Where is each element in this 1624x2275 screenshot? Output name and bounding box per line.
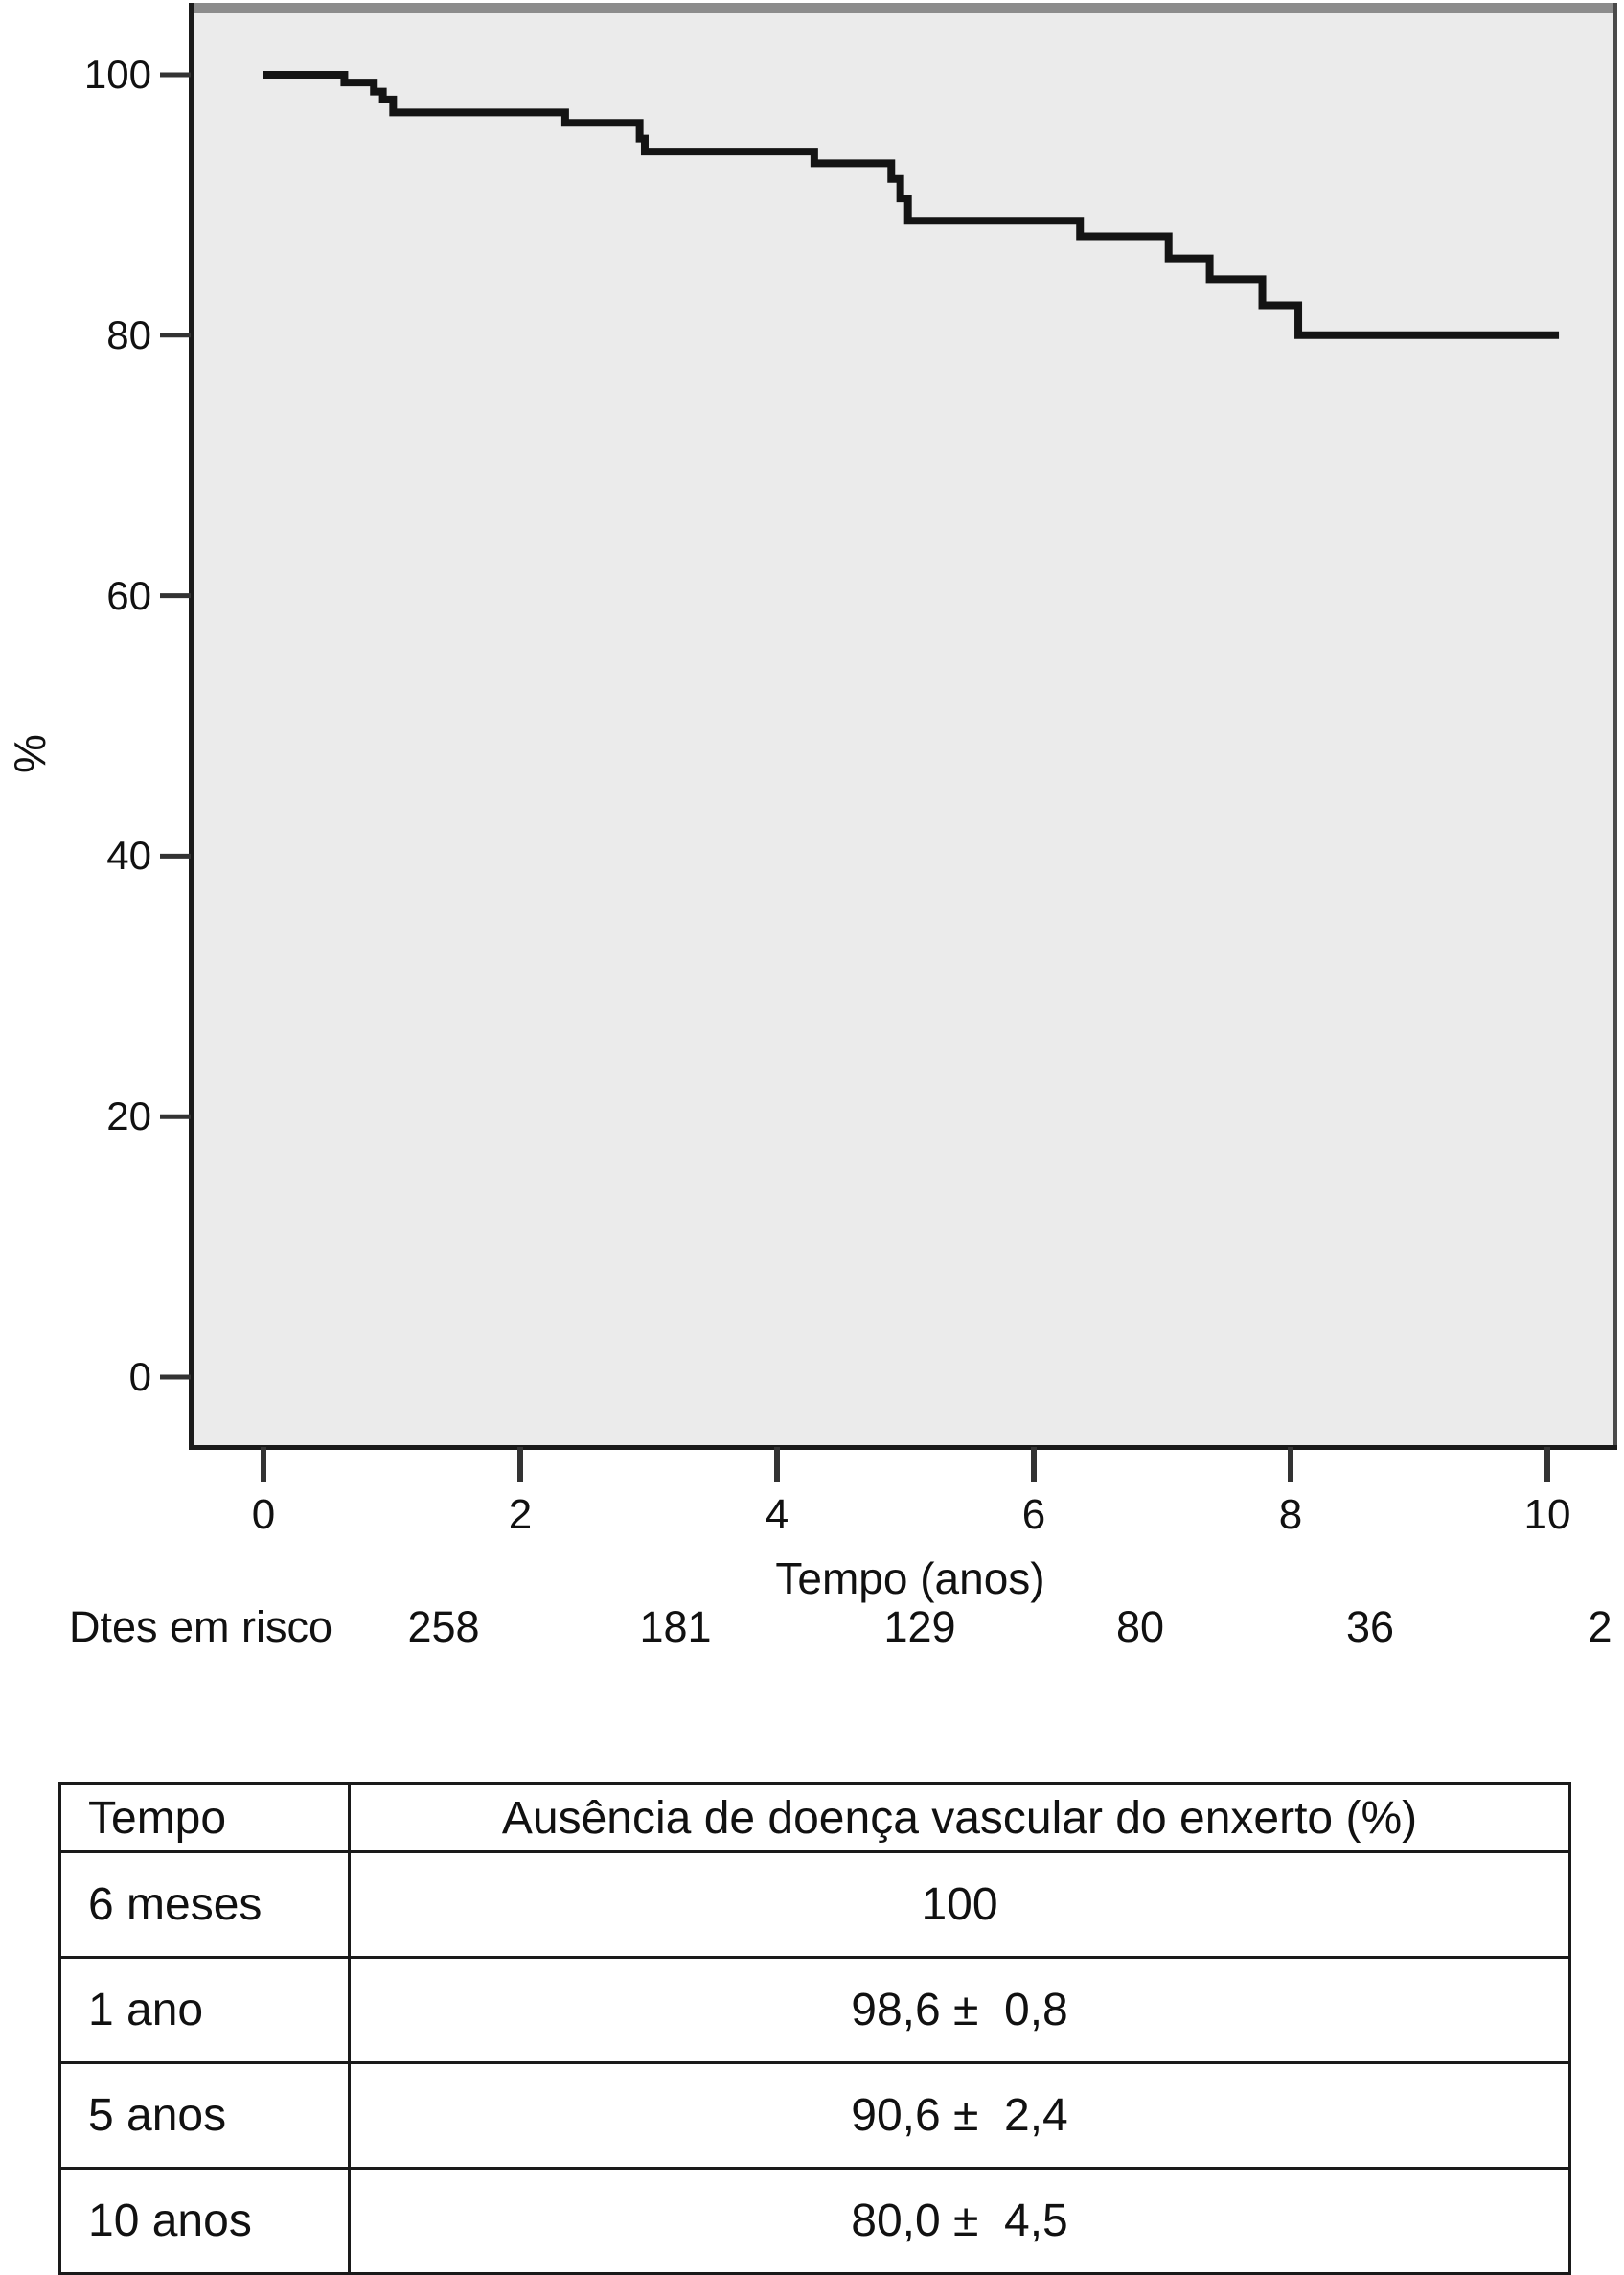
table-row [60,1852,1570,1958]
survival-summary-table [58,1782,1571,2275]
table-row [60,1958,1570,2063]
plot-top-border [191,3,1617,13]
x-tick-label: 0 [251,1491,276,1538]
table-cell-time: 5 anos [60,2063,350,2169]
x-tick-label: 2 [508,1491,533,1538]
patients-at-risk-label: Dtes em risco [69,1602,333,1651]
x-axis-title: Tempo (anos) [775,1553,1045,1603]
table-cell-time: 10 anos [60,2169,350,2274]
table-header-time: Tempo [60,1784,350,1852]
table-cell-value: 90,6 ± 2,4 [350,2063,1570,2169]
table-cell-value: 80,0 ± 4,5 [350,2169,1570,2274]
risk-value-2: 181 [639,1602,712,1651]
table-header-value: Ausência de doença vascular do enxerto (%) [350,1784,1570,1852]
table-row [60,2063,1570,2169]
x-axis-line [189,1445,1617,1450]
plot-area [191,3,1617,1447]
table-header-row [60,1784,1570,1852]
table-cell-time: 6 meses [60,1852,350,1958]
table-cell-value: 98,6 ± 0,8 [350,1958,1570,2063]
table-cell-time: 1 ano [60,1958,350,2063]
plot-right-border [1613,3,1617,1449]
risk-value-4: 129 [883,1602,956,1651]
x-tick-label: 8 [1278,1491,1303,1538]
table-row [60,2169,1570,2274]
risk-value-0: 258 [407,1602,480,1651]
risk-value-6: 80 [1115,1602,1165,1651]
y-axis-line [189,3,194,1449]
y-tick-label: 0 [128,1354,151,1399]
table-cell-value: 100 [350,1852,1570,1958]
x-tick-label: 4 [765,1491,789,1538]
y-tick-label: 20 [106,1093,151,1139]
y-tick-label: 40 [106,833,151,879]
y-tick-label: 80 [106,311,151,357]
y-axis-title: % [5,734,55,773]
x-tick-label: 6 [1021,1491,1046,1538]
risk-value-10: 2 [1588,1602,1613,1651]
y-tick-label: 100 [83,52,151,97]
x-tick-label: 10 [1523,1491,1571,1538]
risk-value-8: 36 [1345,1602,1395,1651]
y-tick-label: 60 [106,572,151,618]
